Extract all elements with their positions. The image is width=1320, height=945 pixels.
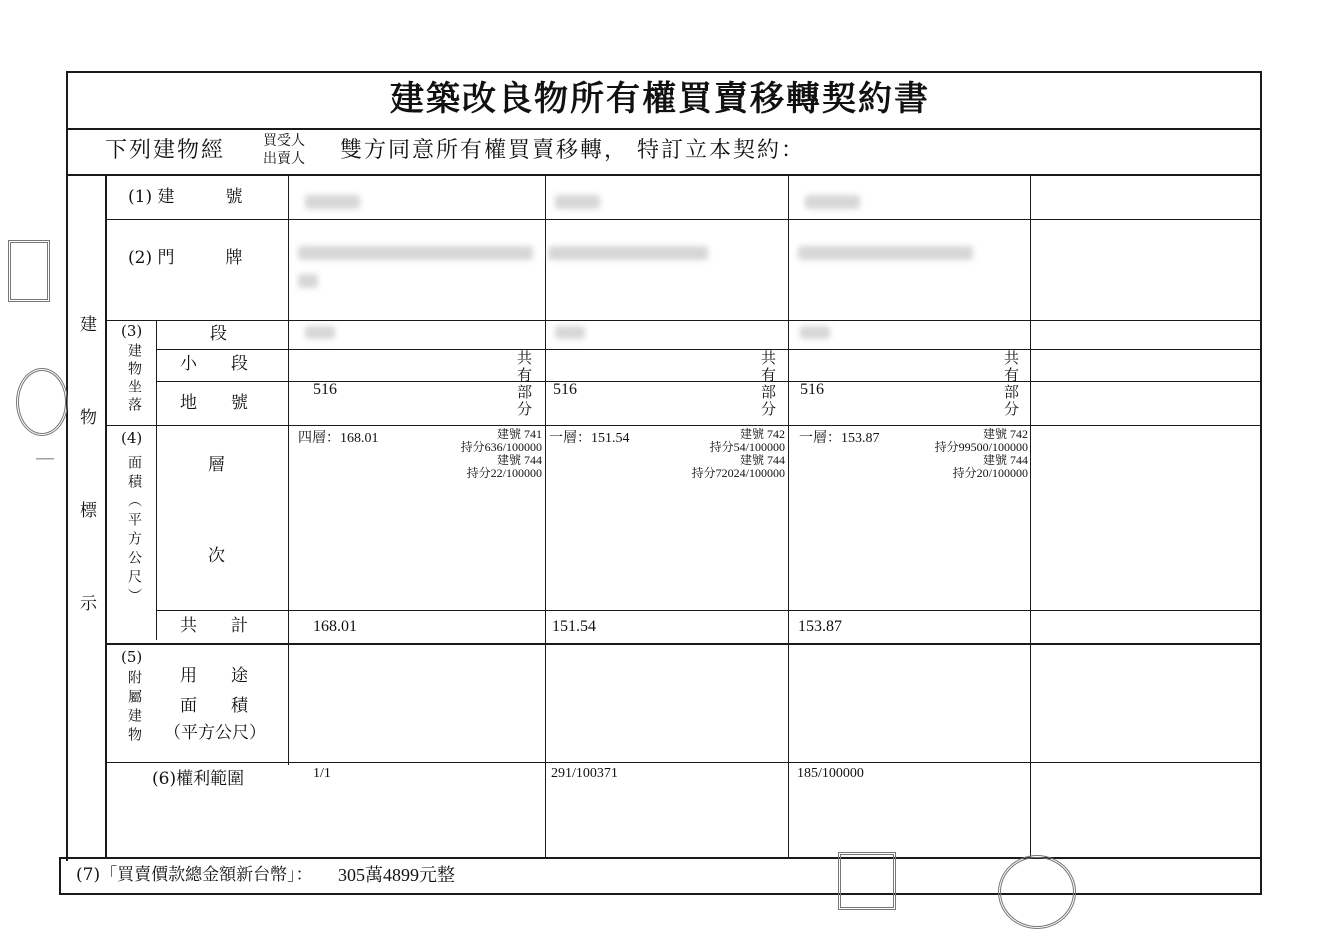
frame-top — [67, 71, 1262, 73]
vline-r3inner — [156, 320, 157, 640]
vline-c2 — [788, 175, 789, 859]
margin-signature — [34, 450, 52, 470]
row5-yongtu: 用 途 — [180, 666, 248, 686]
document-title: 建築改良物所有權買賣移轉契約書 — [390, 79, 930, 119]
shared-3-line-3: 建號 744 — [982, 453, 1028, 467]
row3-vlabel: 建物坐落 — [126, 343, 142, 415]
row5-vlabel: 附屬建物 — [126, 670, 142, 746]
vline-c1 — [545, 175, 546, 859]
shared-1-line-4: 持分22/100000 — [466, 466, 542, 480]
total-2: 151.54 — [552, 618, 596, 635]
frame-bottom — [59, 893, 1262, 895]
floor-area-1: 四層：168.01 — [298, 431, 379, 446]
row2-label: (2) 門 牌 — [128, 248, 243, 268]
shared-2-line-2: 持分54/100000 — [709, 440, 785, 454]
hline-3a — [156, 349, 1260, 350]
price-amount: 305萬4899元整 — [338, 865, 455, 885]
row4-total-label: 共 計 — [180, 616, 248, 636]
shared-list-1 — [461, 428, 542, 480]
section-3-redacted — [800, 326, 830, 339]
shared-label-3: 共有部分 — [1002, 350, 1020, 418]
floor-area-2: 一層：151.54 — [549, 431, 630, 446]
row3-dihao: 地 號 — [180, 393, 248, 413]
frame-right — [1260, 71, 1262, 895]
price-label: (7)「買賣價款總金額新台幣」： — [76, 865, 313, 885]
frame-left — [66, 71, 68, 861]
shared-3-line-2: 持分99500/100000 — [934, 440, 1028, 454]
address-1b-redacted — [298, 274, 318, 288]
intro-divider — [67, 174, 1262, 176]
shared-2-line-1: 建號 742 — [739, 427, 785, 441]
row5-num: (5) — [121, 648, 143, 666]
title-divider — [67, 128, 1262, 130]
stamp-left-square — [8, 240, 50, 302]
row3-num: (3) — [121, 322, 143, 340]
shared-1-line-2: 持分636/100000 — [460, 440, 542, 454]
address-2-redacted — [548, 246, 708, 260]
frame-left-lower — [59, 858, 61, 895]
intro-prefix: 下列建物經 — [105, 138, 226, 163]
row4-ci: 次 — [208, 546, 225, 566]
hline-5 — [105, 643, 1260, 645]
vline-side — [105, 175, 107, 859]
row5-mianji: 面 積 — [180, 696, 248, 716]
land-no-1: 516 — [313, 381, 337, 398]
vline-c3 — [1030, 175, 1031, 859]
shared-2-line-4: 持分72024/100000 — [691, 466, 785, 480]
shared-label-2: 共有部分 — [759, 350, 777, 418]
shared-3-line-1: 建號 742 — [982, 427, 1028, 441]
row6-label: (6)權利範圍 — [152, 769, 245, 789]
shared-label-1: 共有部分 — [515, 350, 533, 418]
rights-2: 291/100371 — [551, 766, 618, 781]
party-seller: 出賣人 — [263, 151, 305, 167]
row4-vlabel: 面積（平方公尺） — [126, 455, 142, 607]
total-1: 168.01 — [313, 618, 357, 635]
rights-3: 185/100000 — [797, 766, 864, 781]
floor-area-3: 一層：153.87 — [799, 431, 880, 446]
hline-2 — [105, 320, 1260, 321]
shared-1-line-3: 建號 744 — [496, 453, 542, 467]
row5-unit: （平方公尺） — [164, 723, 266, 743]
address-3-redacted — [798, 246, 973, 260]
stamp-left-round — [16, 368, 68, 436]
row3-duan: 段 — [210, 324, 227, 344]
shared-3-line-4: 持分20/100000 — [952, 466, 1028, 480]
row4-num: (4) — [121, 429, 143, 447]
intro-suffix: 雙方同意所有權買賣移轉， 特訂立本契約： — [340, 138, 805, 163]
row3-xiaoduan: 小 段 — [180, 354, 248, 374]
stamp-bottom-square — [838, 852, 896, 910]
hline-4b — [156, 610, 1260, 611]
build-no-1-redacted — [305, 195, 360, 209]
total-3: 153.87 — [798, 618, 842, 635]
shared-list-2 — [692, 428, 785, 480]
shared-2-line-3: 建號 744 — [739, 453, 785, 467]
hline-6 — [105, 762, 1260, 763]
land-no-2: 516 — [553, 381, 577, 398]
rights-1: 1/1 — [313, 766, 331, 781]
hline-7 — [59, 857, 1262, 859]
land-no-3: 516 — [800, 381, 824, 398]
build-no-3-redacted — [805, 195, 860, 209]
address-1-redacted — [298, 246, 533, 260]
signature-mark: ｜ — [33, 450, 54, 470]
section-1-redacted — [305, 326, 335, 339]
row1-label: (1) 建 號 — [128, 187, 243, 207]
hline-1 — [105, 219, 1260, 220]
party-buyer: 買受人 — [263, 133, 305, 149]
vline-label — [288, 175, 289, 765]
side-label: 建物標示 — [76, 315, 96, 687]
hline-4 — [105, 425, 1260, 426]
stamp-bottom-round — [998, 855, 1076, 929]
shared-1-line-1: 建號 741 — [496, 427, 542, 441]
section-2-redacted — [555, 326, 585, 339]
build-no-2-redacted — [555, 195, 600, 209]
row4-ceng: 層 — [208, 455, 225, 475]
shared-list-3 — [935, 428, 1028, 480]
